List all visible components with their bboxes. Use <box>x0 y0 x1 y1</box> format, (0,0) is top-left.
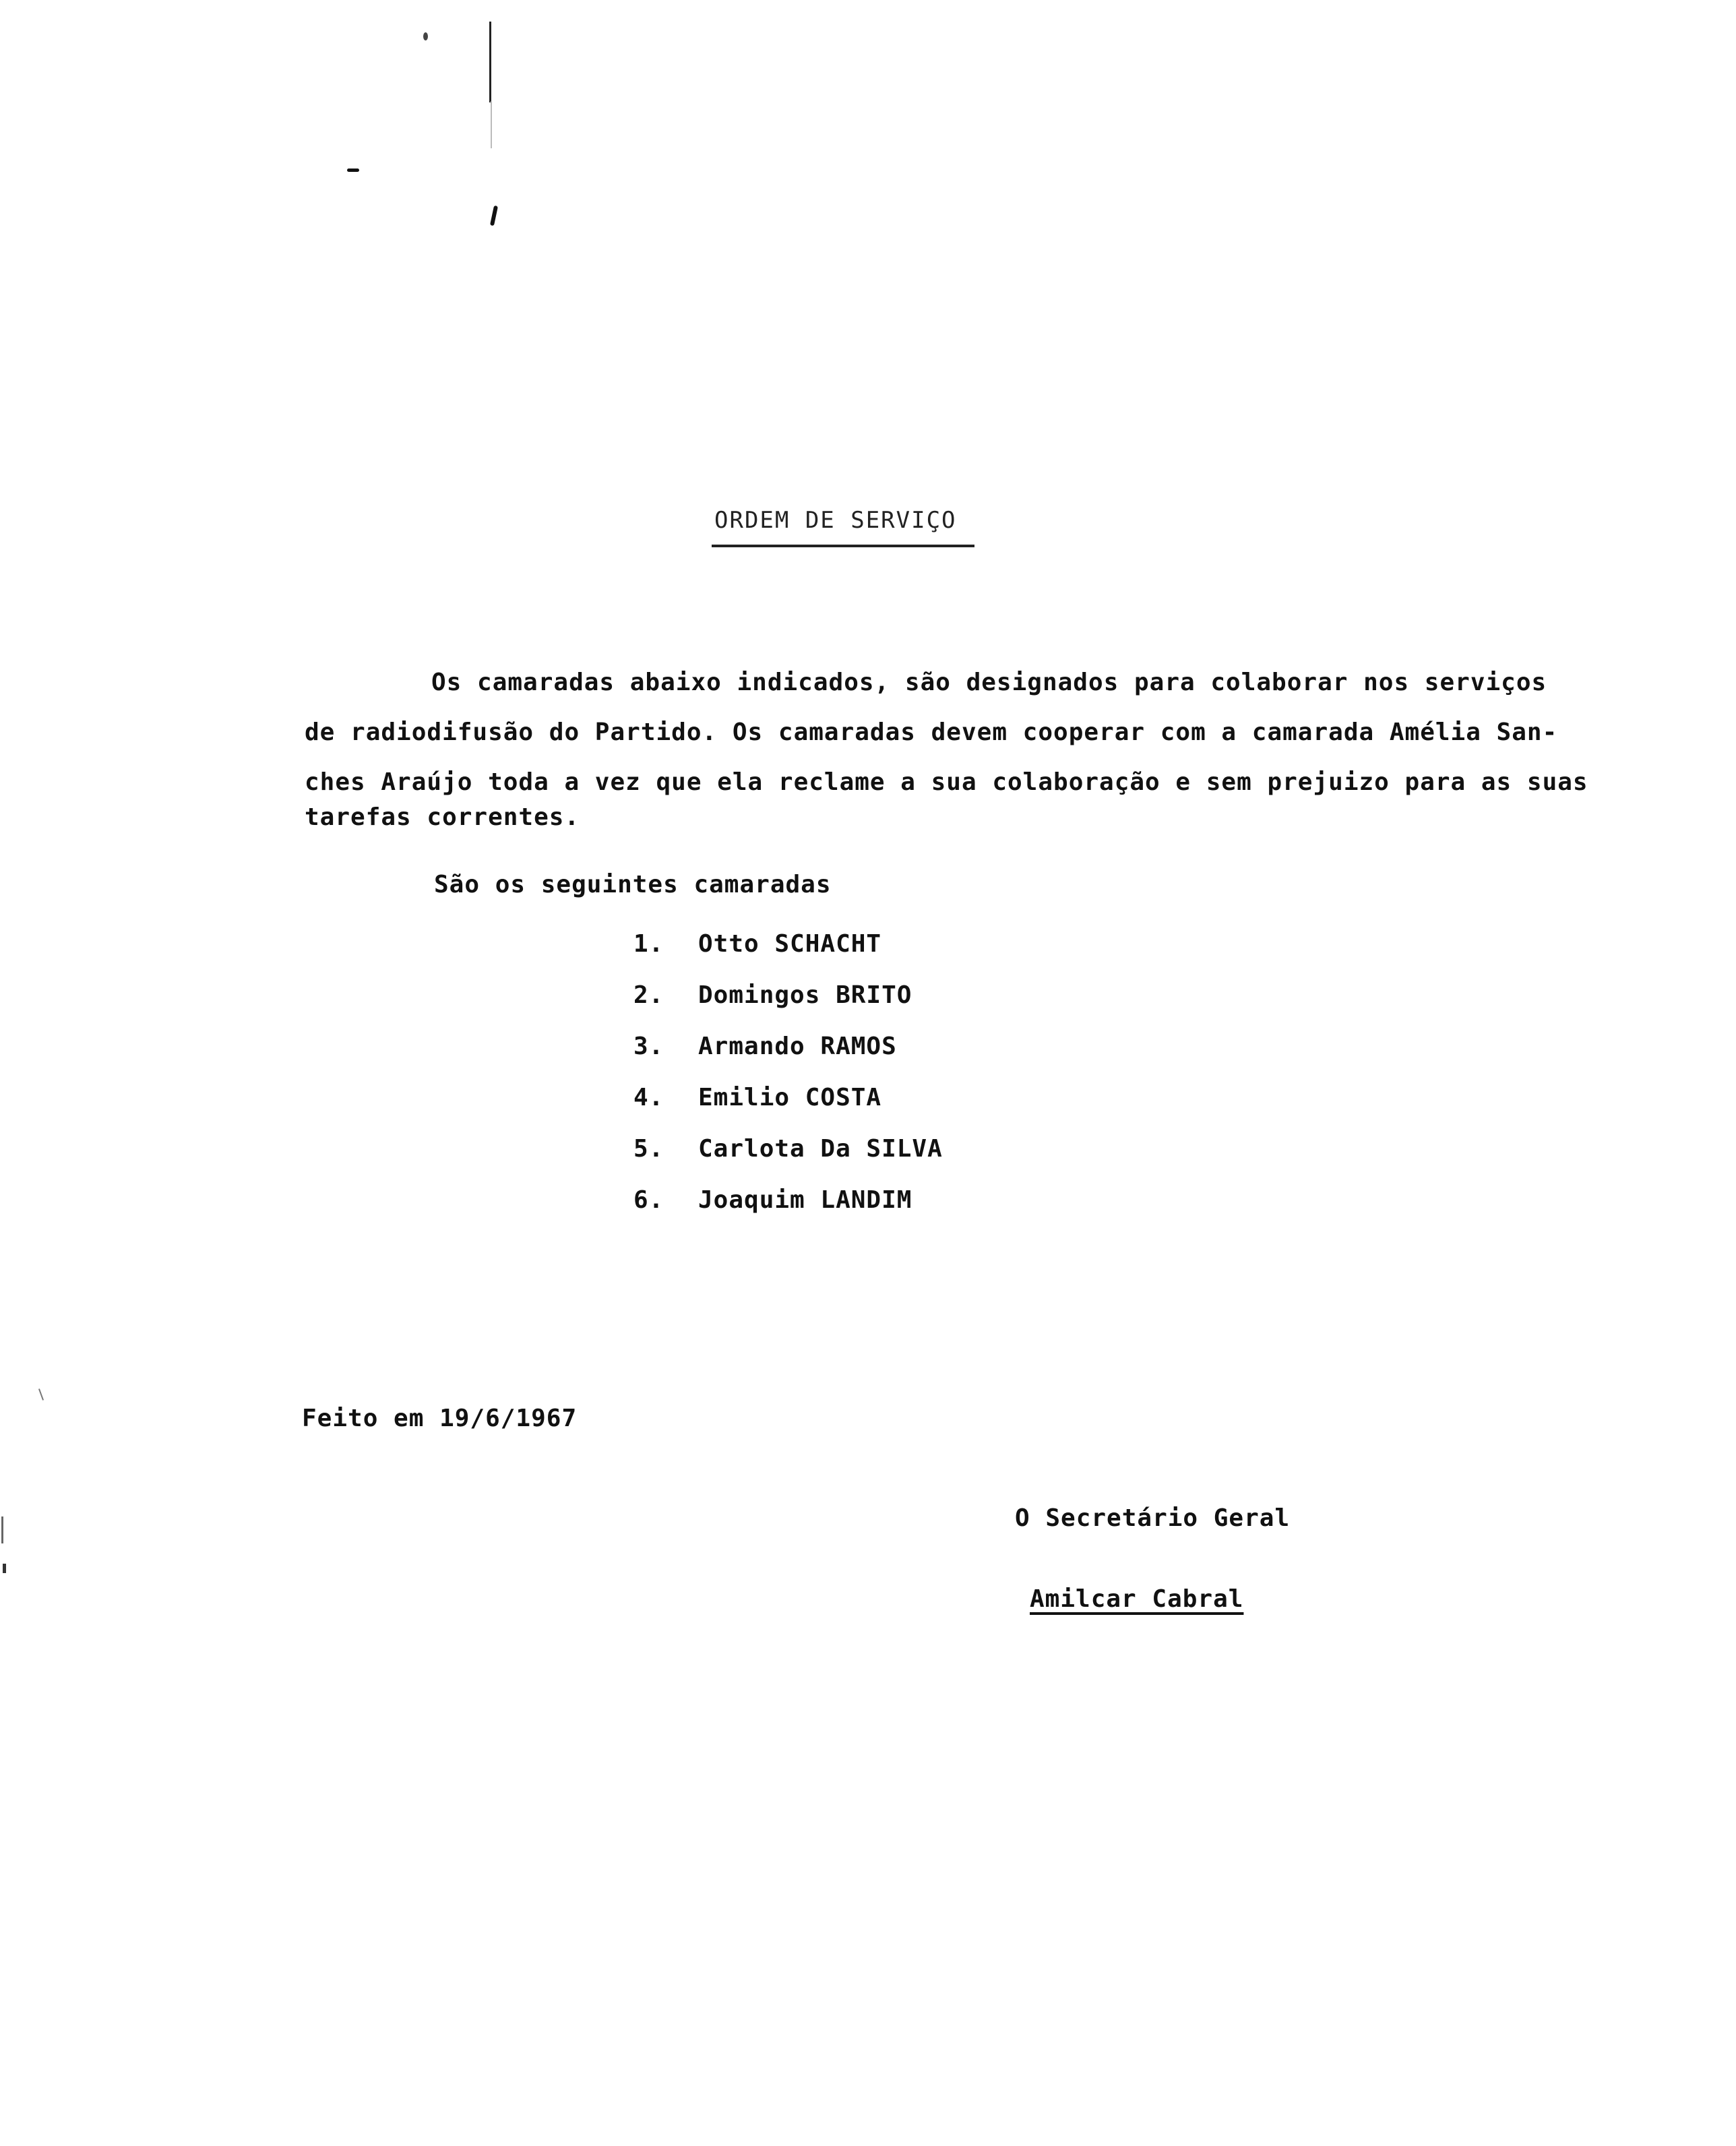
scan-edge-mark <box>1 1516 3 1543</box>
paragraph-line: Os camaradas abaixo indicados, são designados para colaborar nos serviços <box>431 669 1547 696</box>
scan-dash-mark <box>347 168 359 172</box>
list-item-number: 2. <box>633 981 664 1009</box>
scan-edge-mark <box>38 1388 44 1401</box>
list-item <box>633 981 943 1033</box>
scan-line-mark <box>491 101 492 148</box>
list-item <box>633 1135 943 1186</box>
scan-ink-mark <box>490 206 498 226</box>
list-item-number: 6. <box>633 1186 664 1214</box>
list-item <box>633 1186 943 1237</box>
list-item-name: Armando RAMOS <box>698 1033 897 1060</box>
scan-edge-mark <box>3 1564 6 1573</box>
member-list <box>633 930 943 1237</box>
list-item-number: 4. <box>633 1084 664 1111</box>
title-underline <box>712 545 974 547</box>
paragraph-line: ches Araújo toda a vez que ela reclame a sua colaboração e sem prejuizo para as suas <box>305 768 1588 796</box>
signature-title: O Secretário Geral <box>1015 1504 1291 1532</box>
list-intro: São os seguintes camaradas <box>434 871 832 898</box>
paragraph-line: tarefas correntes. <box>305 803 580 831</box>
list-item <box>633 930 943 981</box>
list-item-number: 1. <box>633 930 664 958</box>
list-item-name: Emilio COSTA <box>698 1084 882 1111</box>
signature-name: Amilcar Cabral <box>1030 1585 1244 1613</box>
list-item-name: Domingos BRITO <box>698 981 912 1009</box>
list-item-number: 3. <box>633 1033 664 1060</box>
list-item-name: Otto SCHACHT <box>698 930 882 958</box>
scan-speck <box>423 32 428 40</box>
date-line: Feito em 19/6/1967 <box>302 1405 578 1432</box>
list-item-name: Carlota Da SILVA <box>698 1135 943 1163</box>
list-item <box>633 1033 943 1084</box>
document-title: ORDEM DE SERVIÇO <box>714 507 957 534</box>
list-item <box>633 1084 943 1135</box>
list-item-name: Joaquim LANDIM <box>698 1186 912 1214</box>
paragraph-line: de radiodifusão do Partido. Os camaradas devem cooperar com a camarada Amélia San- <box>305 718 1558 746</box>
scan-line-mark <box>489 22 491 102</box>
list-item-number: 5. <box>633 1135 664 1163</box>
